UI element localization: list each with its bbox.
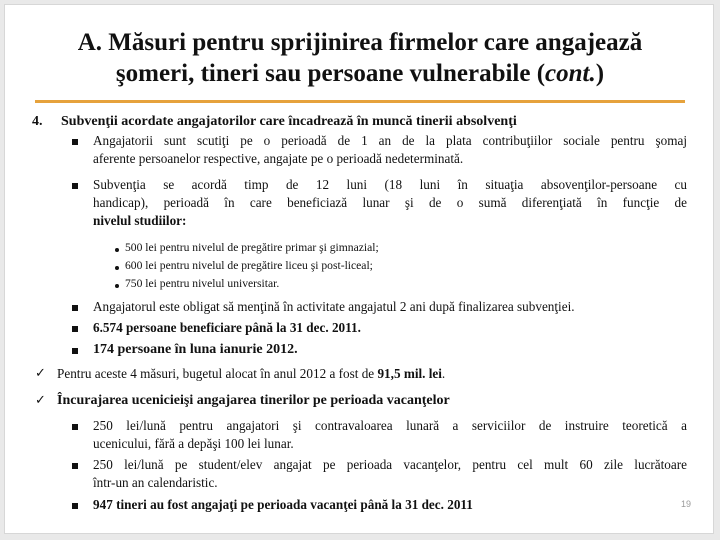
title-line-2 — [5, 58, 715, 89]
title-line-2-close: ) — [595, 60, 605, 87]
slide — [4, 4, 714, 534]
square-bullet-icon — [72, 463, 78, 469]
apprentice-bullet-1-line-2: ucenicului, fără a depăşi 100 lei lunar. — [93, 436, 294, 451]
bullet-2-line-2: handicap), perioadă în care beneficiază lunar şi de o sumă diferenţiată în funcţie de — [93, 195, 687, 210]
apprenticeship-heading: Încurajarea ucenicieişi angajarea tinerilor pe perioada vacanţelor — [57, 393, 450, 408]
bullet-3: Angajatorul este obligat să menţină în activitate angajatul 2 ani după finalizarea subvenţiei. — [93, 299, 575, 314]
sub-bullet-1: 500 lei pentru nivelul de pregătire primar şi gimnazial; — [125, 241, 379, 254]
apprentice-bullet-2-line-2: într-un an calendaristic. — [93, 475, 218, 490]
title-line-2-italic: cont. — [545, 60, 596, 87]
bullet-4: 6.574 persoane beneficiare până la 31 dec. 2011. — [93, 320, 361, 335]
sub-bullet-2: 600 lei pentru nivelul de pregătire liceu şi post-liceal; — [125, 259, 373, 272]
bullet-2-line-1: Subvenţia se acordă timp de 12 luni (18 luni în situaţia absovenţilor-persoane cu — [93, 177, 687, 192]
page-number: 19 — [680, 499, 691, 509]
square-bullet-icon — [72, 183, 78, 189]
square-bullet-icon — [72, 305, 78, 311]
dot-bullet-icon — [115, 248, 119, 252]
slide-title — [5, 27, 715, 89]
square-bullet-icon — [72, 139, 78, 145]
checkmark-icon: ✓ — [35, 393, 46, 408]
section-heading: Subvenţii acordate angajatorilor care încadrează în muncă tinerii absolvenţi — [61, 114, 517, 129]
bullet-5: 174 persoane în luna ianurie 2012. — [93, 342, 298, 357]
bullet-1-line-1: Angajatorii sunt scutiţi pe o perioadă de 1 an de la plata contribuţiilor sociale pentru şomaj — [93, 133, 687, 148]
dot-bullet-icon — [115, 266, 119, 270]
square-bullet-icon — [72, 503, 78, 509]
budget-period: . — [441, 366, 446, 381]
sub-bullet-3: 750 lei pentru nivelul universitar. — [125, 277, 280, 290]
checkmark-icon: ✓ — [35, 366, 46, 381]
bullet-1-line-2: aferente persoanelor respective, angajate pe o perioadă nedeterminată. — [93, 151, 464, 166]
title-line-1: A. Măsuri pentru sprijinirea firmelor care angajează — [77, 29, 643, 56]
dot-bullet-icon — [115, 284, 119, 288]
apprentice-bullet-1-line-1: 250 lei/lună pentru angajatori şi contravaloarea lunară a serviciilor de instruire teoretică a — [93, 418, 687, 433]
title-line-2-text: şomeri, tineri sau persoane vulnerabile ( — [115, 60, 546, 87]
bullet-2-line-3: nivelul studiilor: — [93, 213, 187, 228]
apprentice-bullet-3: 947 tineri au fost angajaţi pe perioada vacanţei până la 31 dec. 2011 — [93, 497, 473, 512]
square-bullet-icon — [72, 424, 78, 430]
square-bullet-icon — [72, 326, 78, 332]
budget-text: Pentru aceste 4 măsuri, bugetul alocat în anul 2012 a fost de — [57, 366, 378, 381]
square-bullet-icon — [72, 348, 78, 354]
title-underline — [35, 100, 685, 103]
section-number: 4. — [32, 114, 43, 129]
budget-line — [57, 365, 687, 383]
budget-amount: 91,5 mil. lei — [377, 366, 442, 381]
apprentice-bullet-2-line-1: 250 lei/lună pe student/elev angajat pe perioada vacanţelor, pentru cel mult 60 zile lucrătoare — [93, 457, 687, 472]
